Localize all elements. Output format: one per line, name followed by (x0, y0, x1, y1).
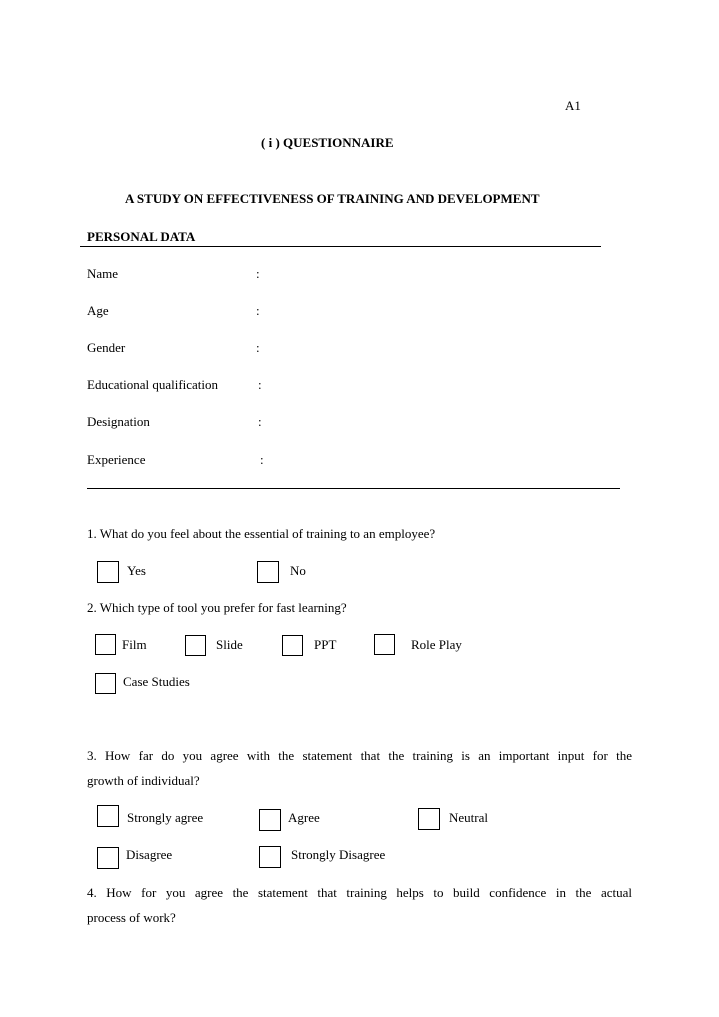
option-label-strongly-agree: Strongly agree (127, 810, 204, 825)
section-divider (87, 488, 620, 489)
field-label-education: Educational qualification (87, 377, 219, 392)
option-label-disagree: Disagree (126, 847, 173, 862)
option-label-neutral: Neutral (449, 810, 488, 825)
checkbox-slide[interactable] (185, 635, 206, 656)
checkbox-case-studies[interactable] (95, 673, 116, 694)
page-label: A1 (565, 98, 581, 113)
option-label-role-play: Role Play (411, 637, 462, 652)
checkbox-strongly-agree[interactable] (97, 805, 119, 827)
question-3-text-line-2: growth of individual? (87, 773, 200, 788)
checkbox-disagree[interactable] (97, 847, 119, 869)
field-label-name: Name (87, 266, 119, 281)
field-sep-experience: : (260, 452, 264, 467)
page-title: ( i ) QUESTIONNAIRE (261, 135, 394, 150)
checkbox-role-play[interactable] (374, 634, 395, 655)
checkbox-ppt[interactable] (282, 635, 303, 656)
question-4-text-line-1: 4. How for you agree the statement that training helps to build confidence in the actual (87, 885, 632, 900)
field-label-gender: Gender (87, 340, 126, 355)
question-3-text-line-1: 3. How far do you agree with the statement that the training is an important input for the (87, 748, 632, 763)
checkbox-film[interactable] (95, 634, 116, 655)
option-label-ppt: PPT (314, 637, 337, 652)
field-sep-gender: : (256, 340, 260, 355)
option-label-no: No (290, 563, 306, 578)
field-sep-education: : (258, 377, 262, 392)
option-label-case-studies: Case Studies (123, 674, 190, 689)
question-2-text: 2. Which type of tool you prefer for fast learning? (87, 600, 347, 615)
field-label-designation: Designation (87, 414, 150, 429)
field-sep-age: : (256, 303, 260, 318)
checkbox-strongly-disagree[interactable] (259, 846, 281, 868)
question-4-text-line-2: process of work? (87, 910, 176, 925)
option-label-slide: Slide (216, 637, 243, 652)
checkbox-no[interactable] (257, 561, 279, 583)
field-label-experience: Experience (87, 452, 146, 467)
option-label-agree: Agree (288, 810, 320, 825)
checkbox-neutral[interactable] (418, 808, 440, 830)
heading-divider (80, 246, 601, 247)
checkbox-agree[interactable] (259, 809, 281, 831)
checkbox-yes[interactable] (97, 561, 119, 583)
question-1-text: 1. What do you feel about the essential of training to an employee? (87, 526, 436, 541)
personal-data-heading: PERSONAL DATA (87, 229, 196, 244)
study-title: A STUDY ON EFFECTIVENESS OF TRAINING AND DEVELOPMENT (125, 191, 540, 206)
option-label-yes: Yes (127, 563, 146, 578)
option-label-strongly-disagree: Strongly Disagree (291, 847, 386, 862)
field-label-age: Age (87, 303, 109, 318)
field-sep-designation: : (258, 414, 262, 429)
option-label-film: Film (122, 637, 147, 652)
field-sep-name: : (256, 266, 260, 281)
